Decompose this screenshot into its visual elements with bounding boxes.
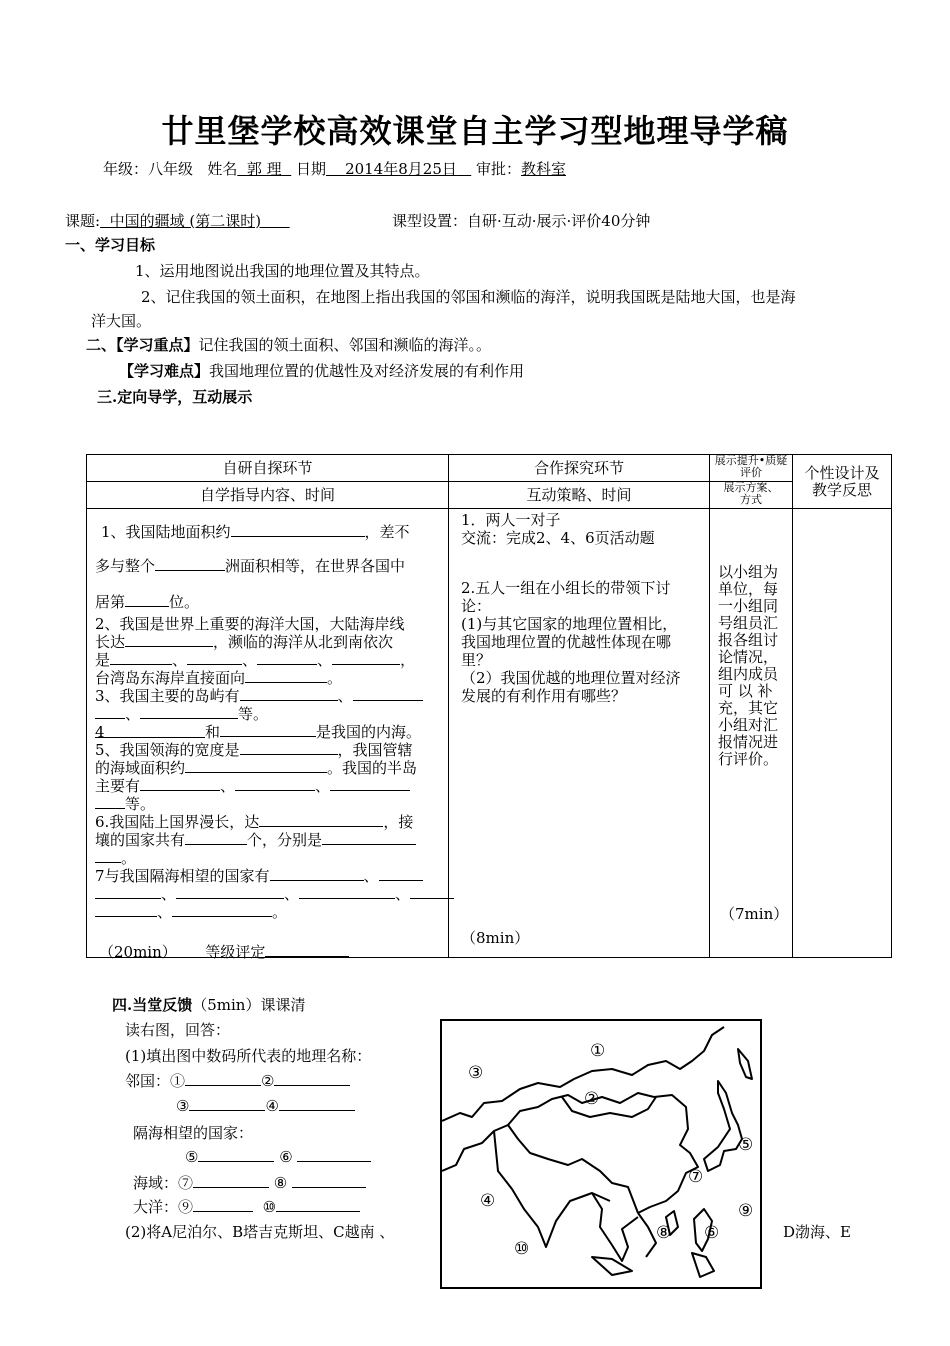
cooperative-time: （8min） — [461, 929, 530, 947]
meta-line — [103, 158, 566, 179]
across-sea-label: 隔海相望的国家： — [133, 1124, 254, 1142]
sec4-title: 四.当堂反馈（5min）课课清 — [112, 996, 306, 1014]
sec3-heading: 三.定向导学，互动展示 — [97, 388, 253, 406]
display-text-line: 单位，每 — [718, 580, 779, 598]
header-reflection: 个性设计及教学反思 — [793, 455, 892, 509]
question-2-cont: D渤海、E — [783, 1223, 851, 1241]
goal-2-cont: 洋大国。 — [91, 312, 152, 330]
display-time: （7min） — [720, 905, 789, 923]
header-display: 展示提升•质疑评价 — [710, 455, 793, 482]
sec1-heading: 一、学习目标 — [65, 236, 156, 254]
col-self-study: 1、我国陆地面积约 ，差不 多与整个 洲面积相等，在世界各国中 居第 位。 2、我国是世界上重要的海洋大国，大陆海岸线 长达 ，濒临的海洋从北到南依次 是 、 、 、 ， 台湾岛东海岸直接面向 。 3、我国主要的岛屿有 、 、 等。 4 和 是我国的内海。 5、我国领海的宽度是 ，我国管辖 的海域面积约 。我国的半岛 主要有 、 、 等。 6.我国陆上国界漫长，达 ，接 壤的国家共有 个，分别是 。 7与我国隔海相望的国家有 、 、 、 、 、 。 （20min） 等级评定 — [87, 509, 449, 958]
asia-map — [440, 1019, 762, 1289]
name-value: 郭 理 — [246, 160, 282, 178]
grade-eval-label: 等级评定 — [205, 943, 266, 961]
question-1: (1)填出图中数码所代表的地理名称： — [125, 1047, 372, 1065]
display-text-line: 报各组讨 — [718, 631, 779, 649]
difficulty — [119, 360, 524, 381]
date-value: 2014年8月25日 — [345, 160, 457, 178]
neighbors-line-2: ③ ④ — [176, 1096, 355, 1115]
display-text-line: 充，其它 — [718, 699, 779, 717]
display-text-line: 行评价。 — [718, 750, 779, 768]
sub-display: 展示方案、方式 — [710, 482, 793, 509]
goal-2: 2、记住我国的领土面积，在地图上指出我国的邻国和濒临的海洋，说明我国既是陆地大国，也是海 — [141, 288, 796, 306]
sub-self-study: 自学指导内容、时间 — [87, 482, 449, 509]
approve-value: 教科室 — [521, 160, 567, 178]
map-label-5: ⑤ — [738, 1135, 754, 1155]
seas-line: 海域：⑦ ⑧ — [133, 1172, 366, 1193]
display-text-line: 小组对汇 — [718, 716, 779, 734]
col-cooperative: 1．两人一对子 交流：完成2、4、6页活动题 2.五人一组在小组长的带领下讨 论： (1)与其它国家的地理位置相比， 我国地理位置的优越性体现在哪 里？ （2）我国优越的地理位置对经济 发展的有利作用有哪些？ （8min） — [449, 509, 710, 958]
map-label-6: ⑥ — [704, 1223, 720, 1243]
display-text-line: 一小组同 — [718, 597, 779, 615]
map-label-9: ⑨ — [738, 1201, 754, 1221]
map-label-2: ② — [584, 1089, 600, 1109]
ocean-line: 大洋：⑨ ⑩ — [133, 1196, 360, 1217]
display-text-line: 以小组为 — [718, 563, 779, 581]
header-self-study: 自研自探环节 — [87, 455, 449, 482]
page-title: 廿里堡学校高效课堂自主学习型地理导学稿 — [161, 112, 789, 150]
map-label-1: ① — [590, 1041, 606, 1061]
goal-1: 1、运用地图说出我国的地理位置及其特点。 — [135, 262, 430, 280]
display-text-line: 论情况， — [718, 648, 779, 666]
topic-value: 中国的疆域 (第二课时) — [109, 212, 262, 230]
map-label-10: ⑩ — [514, 1239, 530, 1259]
sub-cooperative: 互动策略、时间 — [449, 482, 710, 509]
key-point: 二、【学习重点】记住我国的领土面积、邻国和濒临的海洋。。 — [86, 336, 492, 354]
key-label: 【学习重点】 — [116, 336, 199, 354]
header-cooperative: 合作探究环节 — [449, 455, 710, 482]
map-label-8: ⑧ — [656, 1223, 672, 1243]
map-label-3: ③ — [468, 1063, 484, 1083]
across-sea-line: ⑤ ⑥ — [185, 1147, 371, 1166]
key-text: 记住我国的领土面积、邻国和濒临的海洋。。 — [198, 336, 492, 354]
map-label-4: ④ — [480, 1191, 496, 1211]
map-label-7: ⑦ — [688, 1167, 704, 1187]
display-text-line: 可 以 补 — [718, 682, 773, 700]
topic-label: 课题: — [65, 212, 101, 230]
display-text-line: 报情况进 — [718, 733, 779, 751]
name-label: 姓名 — [207, 160, 238, 178]
display-text-line: 号组员汇 — [718, 614, 779, 632]
study-table — [86, 454, 892, 961]
self-study-time: （20min） — [99, 943, 177, 961]
lesson-type: 课型设置：自研·互动·展示·评价40分钟 — [392, 212, 651, 230]
neighbors-line: 邻国：① ② — [125, 1070, 350, 1091]
read-instruction: 读右图，回答： — [125, 1021, 231, 1039]
difficulty-text: 我国地理位置的优越性及对经济发展的有利作用 — [209, 362, 525, 380]
difficulty-label: 【学习难点】 — [119, 362, 210, 380]
col-reflection — [793, 509, 892, 958]
approve-label: 审批： — [476, 160, 522, 178]
question-2: (2)将A尼泊尔、B塔吉克斯坦、C越南 、 — [125, 1223, 395, 1241]
grade-label: 年级：八年级 — [103, 160, 194, 178]
date-label: 日期 — [296, 160, 327, 178]
display-text-line: 组内成员 — [718, 665, 779, 683]
topic-line — [65, 210, 290, 231]
col-display — [710, 509, 793, 958]
